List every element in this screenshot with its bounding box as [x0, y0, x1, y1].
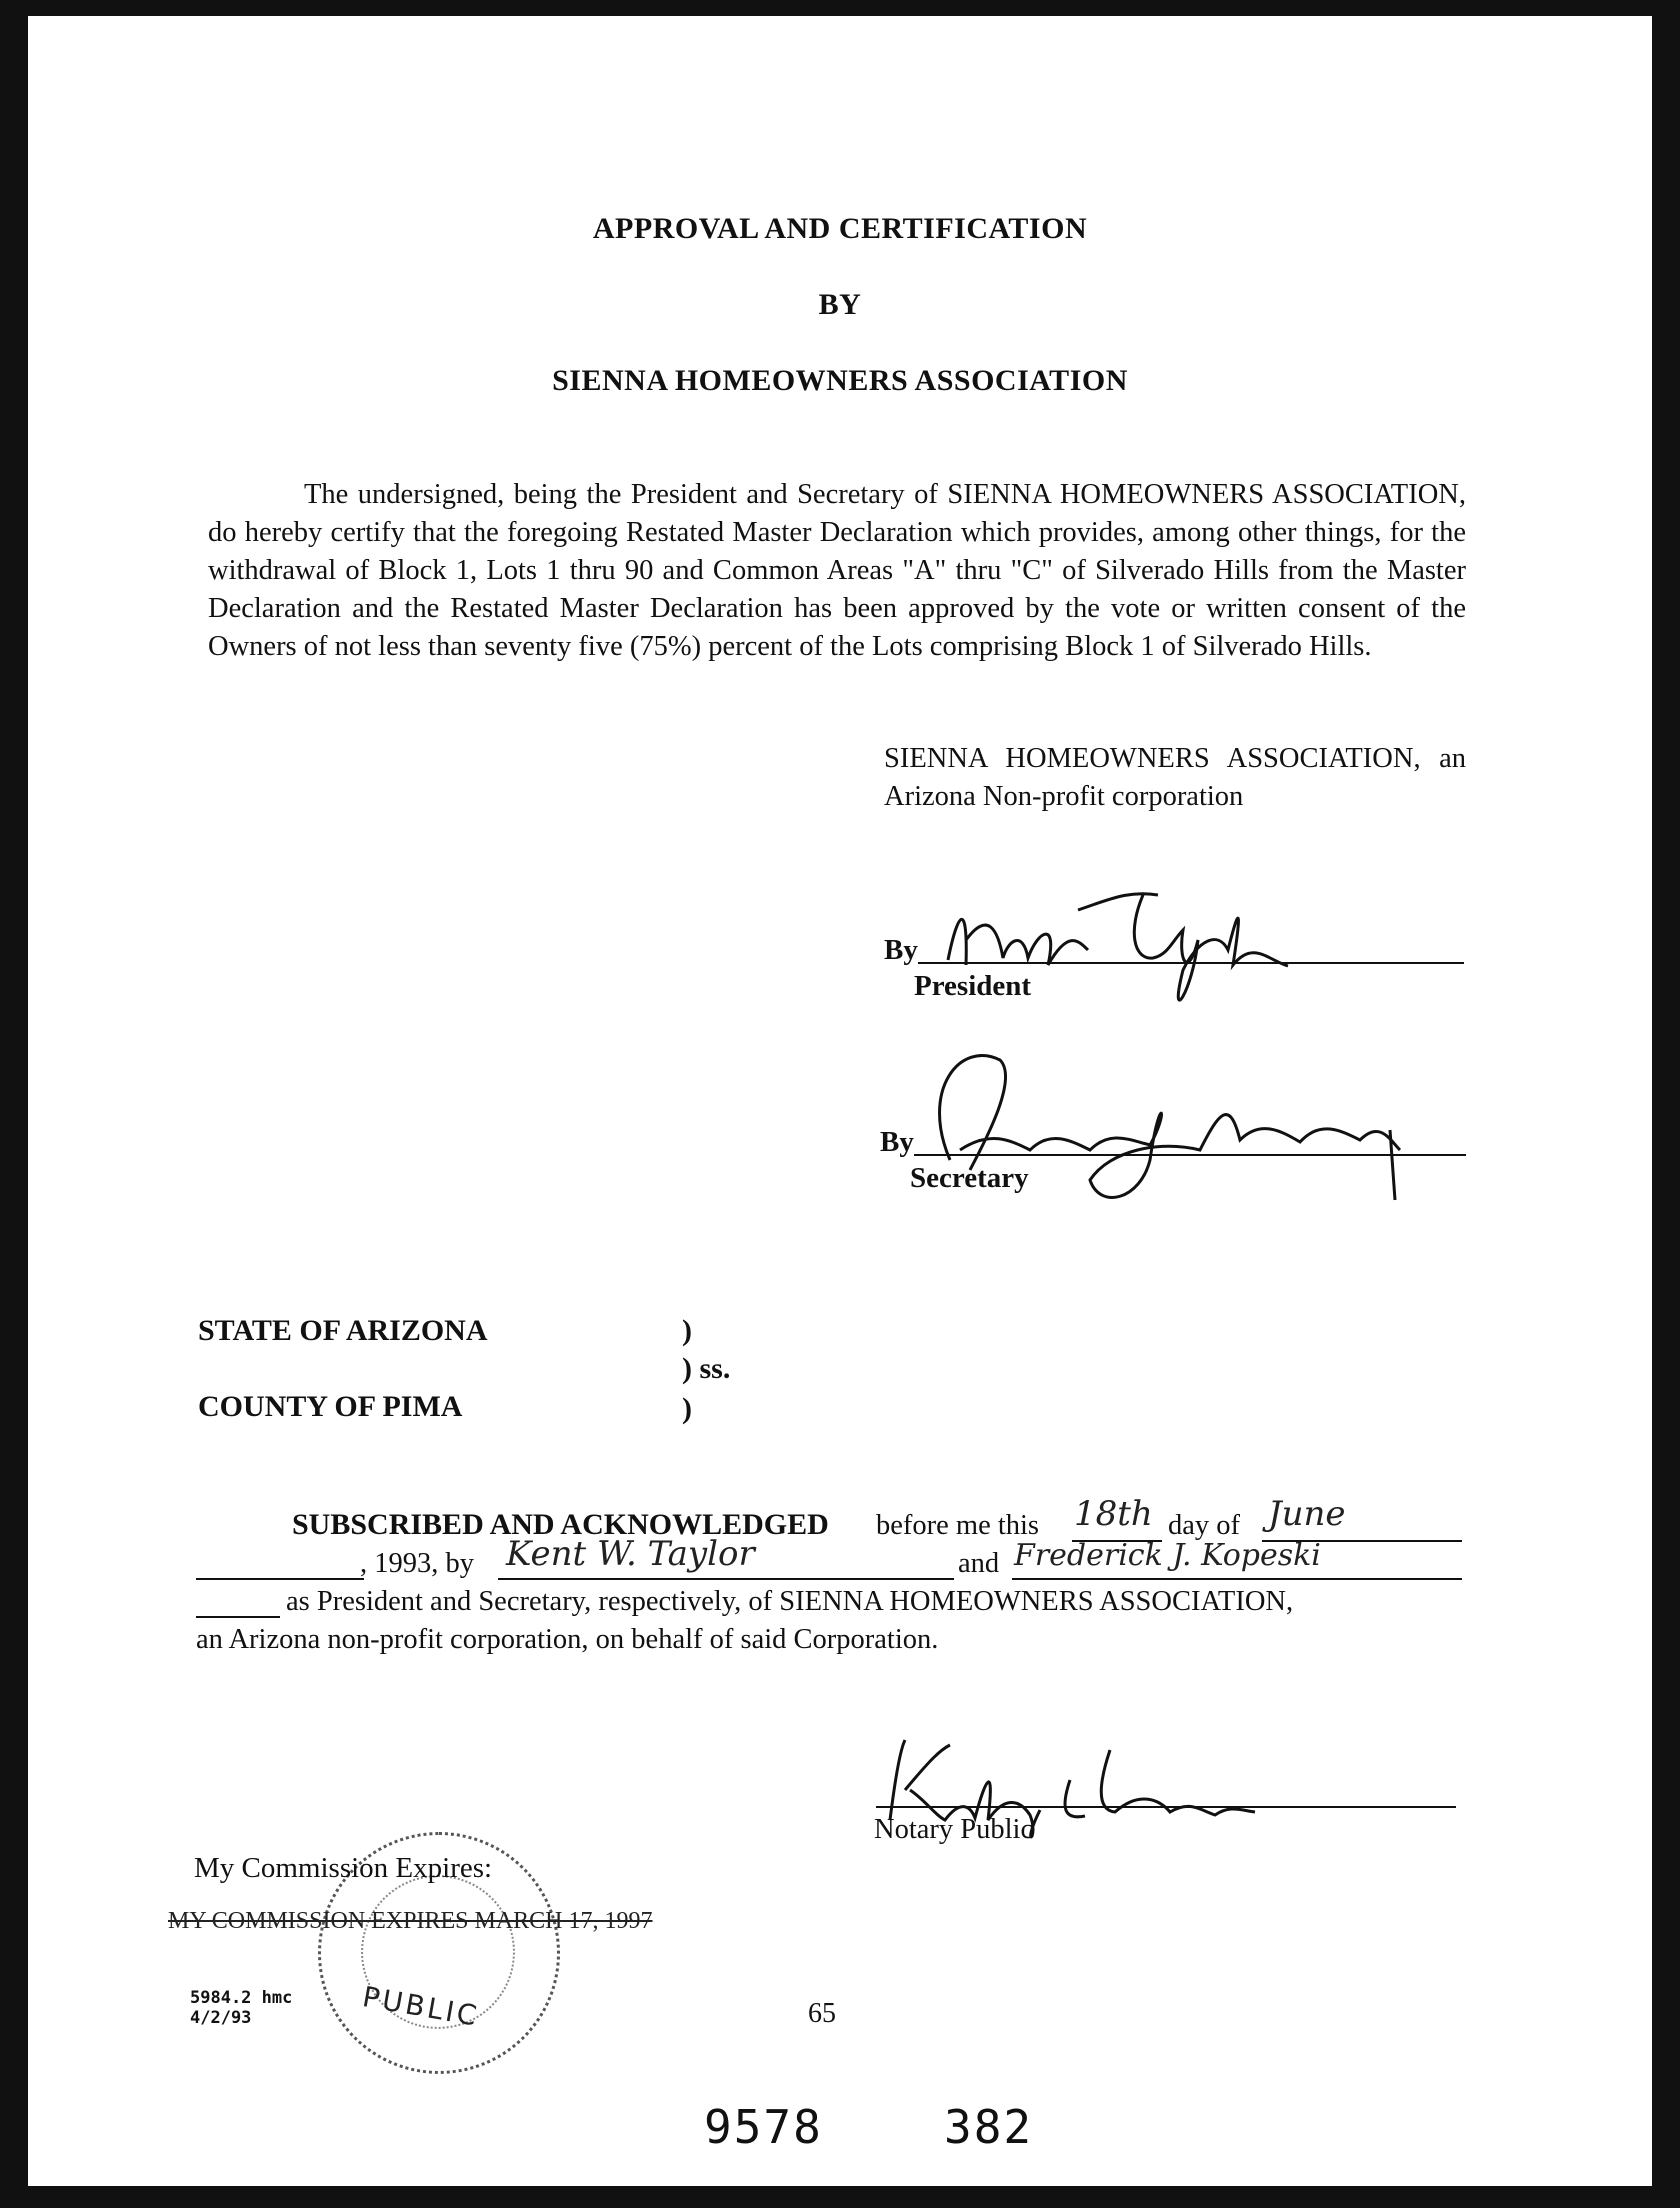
name2-blank — [1012, 1578, 1462, 1580]
ack-day-of: day of — [1168, 1510, 1241, 1541]
document-title-by: BY — [818, 288, 862, 321]
file-code — [190, 1988, 292, 2028]
president-label: President — [914, 970, 1032, 1002]
venue-bracket-top: ) — [682, 1314, 692, 1347]
venue-bracket-bottom: ) — [682, 1392, 692, 1425]
ack-and: and — [958, 1548, 1000, 1579]
president-by-label: By — [884, 934, 918, 966]
name2-handwritten: Frederick J. Kopeski — [1014, 1538, 1321, 1573]
ack-lead-bold: SUBSCRIBED AND ACKNOWLEDGED — [292, 1508, 829, 1541]
secretary-label: Secretary — [910, 1162, 1029, 1194]
venue-bracket-ss: ) ss. — [682, 1352, 731, 1385]
line2-blank — [196, 1578, 364, 1580]
page-number: 65 — [808, 1998, 836, 2029]
ack-line4: an Arizona non-profit corporation, on behalf of said Corporation. — [196, 1624, 939, 1655]
notary-seal-text: PUBLIC — [360, 1980, 482, 2033]
scan-border-top — [0, 0, 1680, 16]
notary-public-label: Notary Public — [874, 1814, 1034, 1845]
certification-paragraph: The undersigned, being the President and Secretary of SIENNA HOMEOWNERS ASSOCIATION, do hereby certify that the foregoing Restated Master Declaration which provides, among other things, for the withdrawal of Block 1, Lots 1 thru 90 and Common Areas "A" thru "C" of Silverado Hills from the Master Declaration and the Restated Master Declaration has been approved by the vote or written consent of the Owners of not less than seventy five (75%) percent of the Lots comprising Block 1 of Silverado Hills. — [208, 479, 1466, 662]
commission-expiration-stamp: MY COMMISSION EXPIRES MARCH 17, 1997 — [168, 1908, 653, 1934]
day-handwritten: 18th — [1074, 1494, 1153, 1534]
scan-border-left — [0, 0, 28, 2208]
state-of-arizona: STATE OF ARIZONA — [198, 1314, 488, 1347]
secretary-by-label: By — [880, 1126, 914, 1158]
month-handwritten: June — [1268, 1494, 1346, 1534]
document-number-right: 382 — [944, 2100, 1034, 2154]
county-of-pima: COUNTY OF PIMA — [198, 1390, 463, 1423]
line3-blank — [196, 1616, 280, 1618]
name1-blank — [498, 1578, 954, 1580]
ack-before-me: before me this — [876, 1510, 1040, 1541]
scan-border-bottom — [0, 2186, 1680, 2208]
commission-expires-label: My Commission Expires: — [194, 1852, 493, 1884]
name1-handwritten: Kent W. Taylor — [506, 1534, 755, 1574]
scan-border-right — [1652, 0, 1680, 2208]
ack-year-by: , 1993, by — [360, 1548, 474, 1579]
document-title: APPROVAL AND CERTIFICATION — [592, 212, 1088, 245]
file-code-line2: 4/2/93 — [190, 2008, 252, 2028]
organization-name: SIENNA HOMEOWNERS ASSOCIATION, an Arizona Non-profit corporation — [884, 743, 1466, 812]
document-number-left: 9578 — [704, 2100, 823, 2154]
document-title-association: SIENNA HOMEOWNERS ASSOCIATION — [552, 364, 1128, 397]
ack-line3: as President and Secretary, respectively, of SIENNA HOMEOWNERS ASSOCIATION, — [286, 1586, 1294, 1617]
file-code-line1: 5984.2 hmc — [190, 1988, 293, 2008]
